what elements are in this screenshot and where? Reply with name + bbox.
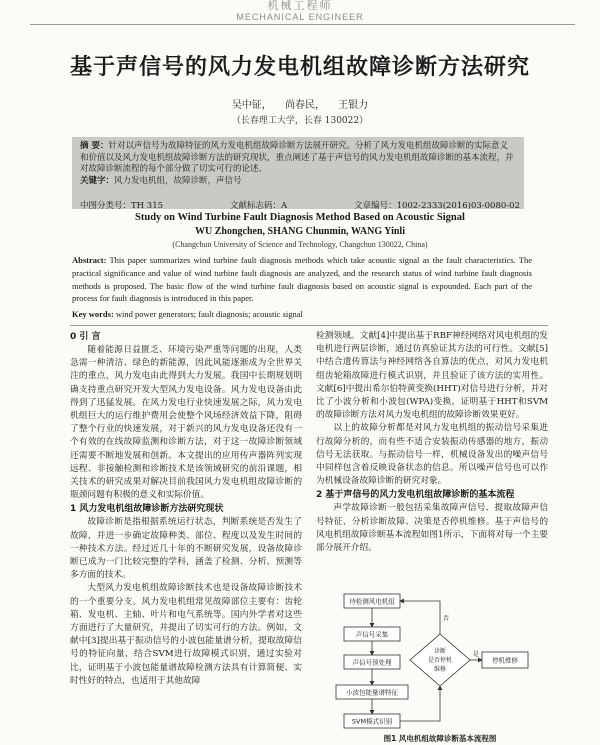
affiliation: （长春理工大学，长春 130022） bbox=[231, 116, 369, 126]
keywords-label: 关键字： bbox=[80, 175, 115, 186]
flow-yes-label: 是 bbox=[472, 651, 480, 658]
right-column bbox=[316, 330, 548, 555]
paragraph: 以上的故障分析都是对风力发电机组的振动信号采集进行故障分析的，而有些不适合安装振动传感器的地方，振动信号无法获取。与振动信号一样，机械设备发出的噪声信号中同样包含着反映设备状态的信息。所以噪声信号也可以作为机械设备故障诊断的研究对象。 bbox=[316, 423, 548, 487]
section-rule bbox=[70, 325, 548, 326]
left-column bbox=[70, 330, 302, 688]
english-keywords bbox=[72, 309, 532, 319]
flow-no-label: 否 bbox=[442, 615, 450, 622]
keywords-text: 风力发电机组，故障诊断，声信号 bbox=[114, 175, 242, 186]
article-meta bbox=[80, 199, 520, 211]
english-abstract bbox=[72, 254, 532, 305]
flow-diamond-line2: 是否停机 bbox=[427, 657, 453, 664]
paper-title: 基于声信号的风力发电机组故障诊断方法研究 bbox=[69, 55, 530, 80]
flow-box-svm-label: SVM模式识别 bbox=[351, 717, 393, 726]
flow-box-preprocess-label: 声信号预处理 bbox=[352, 658, 392, 667]
paragraph: 随着能源日益匮乏、环境污染严重等问题的出现，人类急需一种清洁、绿色的新能源，因此风能逐渐成为全世界关注的重点，风力发电由此得到大力发展。我国中长期规划明确支持重点研究开发大型风力发电设备。风力发电设备由此得到了迅猛发展。在风力发电行业快速发展之际，风力发电机组巨大的运行维护费用会使整个风场经济效益下降，阻碍了整个行业的快速发展，对于新兴的风力发电设备还没有一个有效的在线故障监测和诊断方法，对于这一故障诊断领域还需要不断地发展和创新。本文提出的应用传声器阵列实现远程、非接触检测和诊断技术是该领域研究的前沿课题，相关技术的研究成果对解决目前我国风力发电机组故障诊断的瓶颈问题有积极的意义和实际价值。 bbox=[70, 345, 302, 501]
english-keywords-label: Key words: bbox=[72, 309, 114, 319]
english-authors: WU Zhongchen, SHANG Chunmin, WANG Yinli bbox=[195, 226, 405, 237]
paragraph: 声学故障诊断一般包括采集故障声信号、提取故障声信号特征、分析诊断故障、决策是否停机维修。基于声信号的风电机组故障诊断基本流程如图1所示，下面将对每一个主要部分展开介绍。 bbox=[316, 503, 548, 554]
paragraph: 检测领域。文献[4]中提出基于RBF神经网络对风电机组的发电机进行两层诊断，通过仿真验证其方法的可行性。文献[5]中结合遗传算法与神经网络各自算法的优点，对风力发电机组齿轮箱故障进行模式识别，并且验证了该方法的实用性。文献[6]中提出希尔伯特黄变换(HHT)对信号进行分析，并对比了小波分析和小波包(WPA)变换，证明基于HHT和SVM的故障诊断方法对风力发电机组的故障诊断效果更好。 bbox=[316, 331, 548, 421]
flow-box-feature-label: 小波包能量谱特征 bbox=[346, 688, 398, 697]
flowchart-figure bbox=[330, 590, 548, 745]
section-heading-intro: 0 引 言 bbox=[70, 332, 101, 342]
article-number: 文章编号：1002-2333(2016)03-0080-02 bbox=[354, 201, 520, 211]
clc-number: 中图分类号：TH 315 bbox=[80, 201, 164, 211]
journal-header bbox=[0, 0, 600, 22]
journal-name-cn: 机械工程师 bbox=[267, 0, 333, 12]
english-abstract-text: This paper summarizes wind turbine fault diagnosis methods which take acoustic signal as the fault characteristics. The practical significance and value of wind turbine fault diagnosis are analyzed, and the research status of wind turbine fault diagnosis methods is proposed. The basic flow of the wind turbine fault diagnosis based on acoustic signal is expounded. Each part of the process for fault diagnosis is introduced in this paper. bbox=[72, 255, 532, 304]
abstract-text: 针对以声信号为故障特征的风力发电机组故障诊断方法展开研究。分析了风力发电机组故障诊断的实际意义和价值以及风力发电机组故障诊断方法的研究现状，重点阐述了基于声信号的风力发电机组故障诊断的基本流程，并对故障诊断流程的每个部分做了切实可行的论述。 bbox=[80, 141, 514, 174]
section-heading-status: 1 风力发电机组故障诊断方法研究现状 bbox=[70, 504, 224, 515]
paragraph: 大型风力发电机组故障诊断技术也是设备故障诊断技术的一个重要分支。风力发电机组常见故障部位主要有：齿轮箱、发电机、主轴、叶片和电气系统等。国内外学者对这些方面进行了大量研究，并提出了切实可行的方法。例如，文献中[3]提出基于振动信号的小波包能量谱分析，提取故障信号的特征向量，结合SVM进行故障模式识别，通过实验对比，证明基于小波包能量谱故障检测方法具有计算简便、实时性好的特点，也适用于其他故障 bbox=[70, 583, 302, 686]
section-heading-flow: 2 基于声信号的风力发电机组故障诊断的基本流程 bbox=[316, 490, 515, 501]
english-affiliation: (Changchun University of Science and Technology, Changchun 130022, China) bbox=[172, 240, 428, 249]
author-list: 吴中钲， 尚春民， 王银力 bbox=[231, 100, 369, 111]
paragraph: 故障诊断是指根据系统运行状态，判断系统是否发生了故障，并进一步确定故障种类、部位、程度以及发生时间的一种技术方法。经过近几十年的不断研究发展，设备故障诊断已成为一门比较完整的学科，涵盖了检测、分析、预测等多方面的技术。 bbox=[70, 517, 302, 581]
flow-box-turbine-label: 待检测风电机组 bbox=[349, 597, 395, 606]
flow-box-acquisition-label: 声信号采集 bbox=[355, 630, 389, 639]
flow-diamond-line1: 诊断 bbox=[433, 648, 447, 655]
english-abstract-label: Abstract: bbox=[72, 255, 107, 265]
figure-caption: 图1 风电机组故障诊断基本流程图 bbox=[383, 734, 497, 743]
english-title: Study on Wind Turbine Fault Diagnosis Method Based on Acoustic Signal bbox=[135, 212, 465, 223]
document-code: 文献标志码：A bbox=[229, 201, 288, 211]
flow-diamond-line3: 维修 bbox=[433, 666, 447, 673]
header-rule bbox=[30, 24, 575, 25]
abstract-label: 摘 要： bbox=[80, 141, 109, 151]
flow-box-stop-label: 停机维修 bbox=[492, 656, 518, 665]
journal-name-en: MECHANICAL ENGINEER bbox=[236, 12, 364, 22]
english-keywords-text: wind power generators; fault diagnosis; acoustic signal bbox=[115, 309, 303, 319]
